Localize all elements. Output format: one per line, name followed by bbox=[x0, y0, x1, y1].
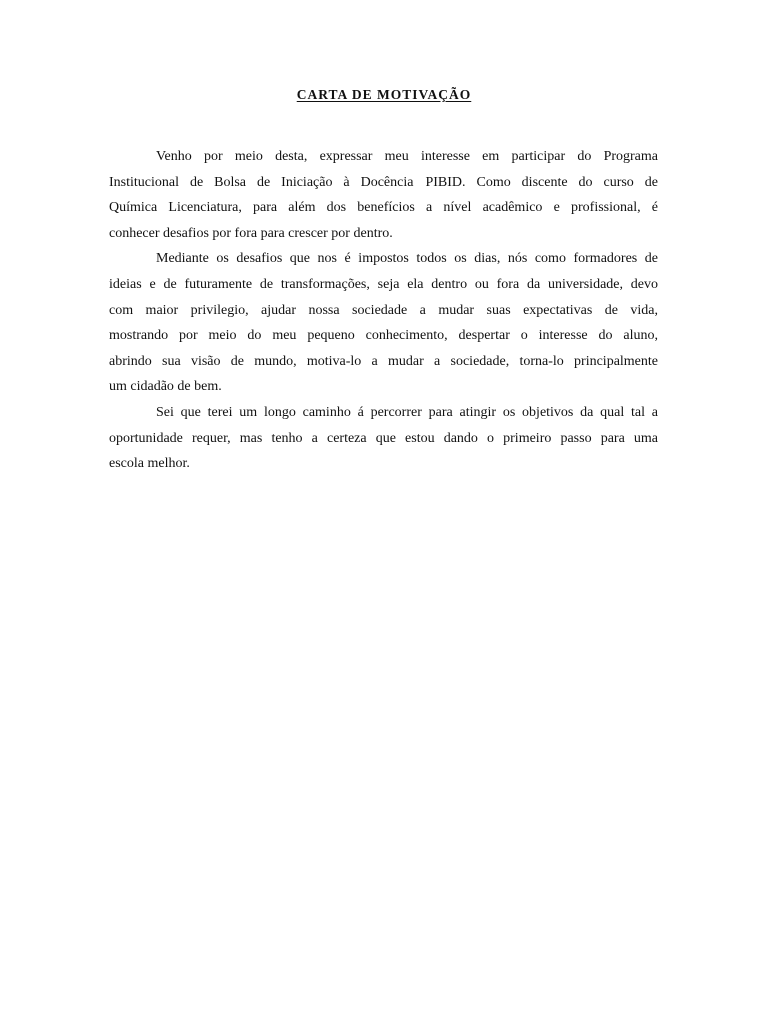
paragraph-line-composite bbox=[109, 170, 658, 196]
paragraph-1 bbox=[109, 144, 658, 246]
document-title bbox=[0, 86, 768, 104]
paragraph-line: Venho por meio desta, expressar meu interesse em participar do Programa bbox=[156, 149, 658, 164]
paragraph-line: oportunidade requer, mas tenho a certeza que estou dando o primeiro passo para uma bbox=[109, 430, 658, 446]
paragraph-line: Química Licenciatura, para além dos benefícios a nível acadêmico e profissional, é bbox=[109, 200, 658, 216]
paragraph-line: conhecer desafios por fora para crescer por dentro. bbox=[109, 225, 393, 241]
paragraph-line: ideias e de futuramente de transformações, seja ela dentro ou fora da universidade, devo bbox=[109, 276, 658, 292]
paragraph-line: Sei que terei um longo caminho á percorrer para atingir os objetivos da qual tal a bbox=[156, 404, 658, 420]
paragraph-line: abrindo sua visão de mundo, motiva-lo a mudar a sociedade, torna-lo principalmente bbox=[109, 353, 658, 369]
paragraph-line-part: Institucional de Bolsa de Iniciação à Docência bbox=[109, 174, 414, 190]
paragraph-line: Mediante os desafios que nos é impostos todos os dias, nós como formadores de bbox=[156, 251, 658, 267]
document-title-text: CARTA DE MOTIVAÇÃO bbox=[296, 87, 472, 102]
paragraph-3 bbox=[109, 400, 658, 477]
paragraph-line: escola melhor. bbox=[109, 456, 190, 472]
paragraph-line-part: PIBID. Como discente do curso de bbox=[425, 174, 658, 190]
paragraph-line: mostrando por meio do meu pequeno conhecimento, despertar o interesse do aluno, bbox=[109, 328, 658, 344]
paragraph-line: um cidadão de bem. bbox=[109, 379, 222, 395]
paragraph-2 bbox=[109, 246, 658, 400]
document-body bbox=[109, 144, 658, 477]
paragraph-line: com maior privilegio, ajudar nossa sociedade a mudar suas expectativas de vida, bbox=[109, 302, 658, 318]
